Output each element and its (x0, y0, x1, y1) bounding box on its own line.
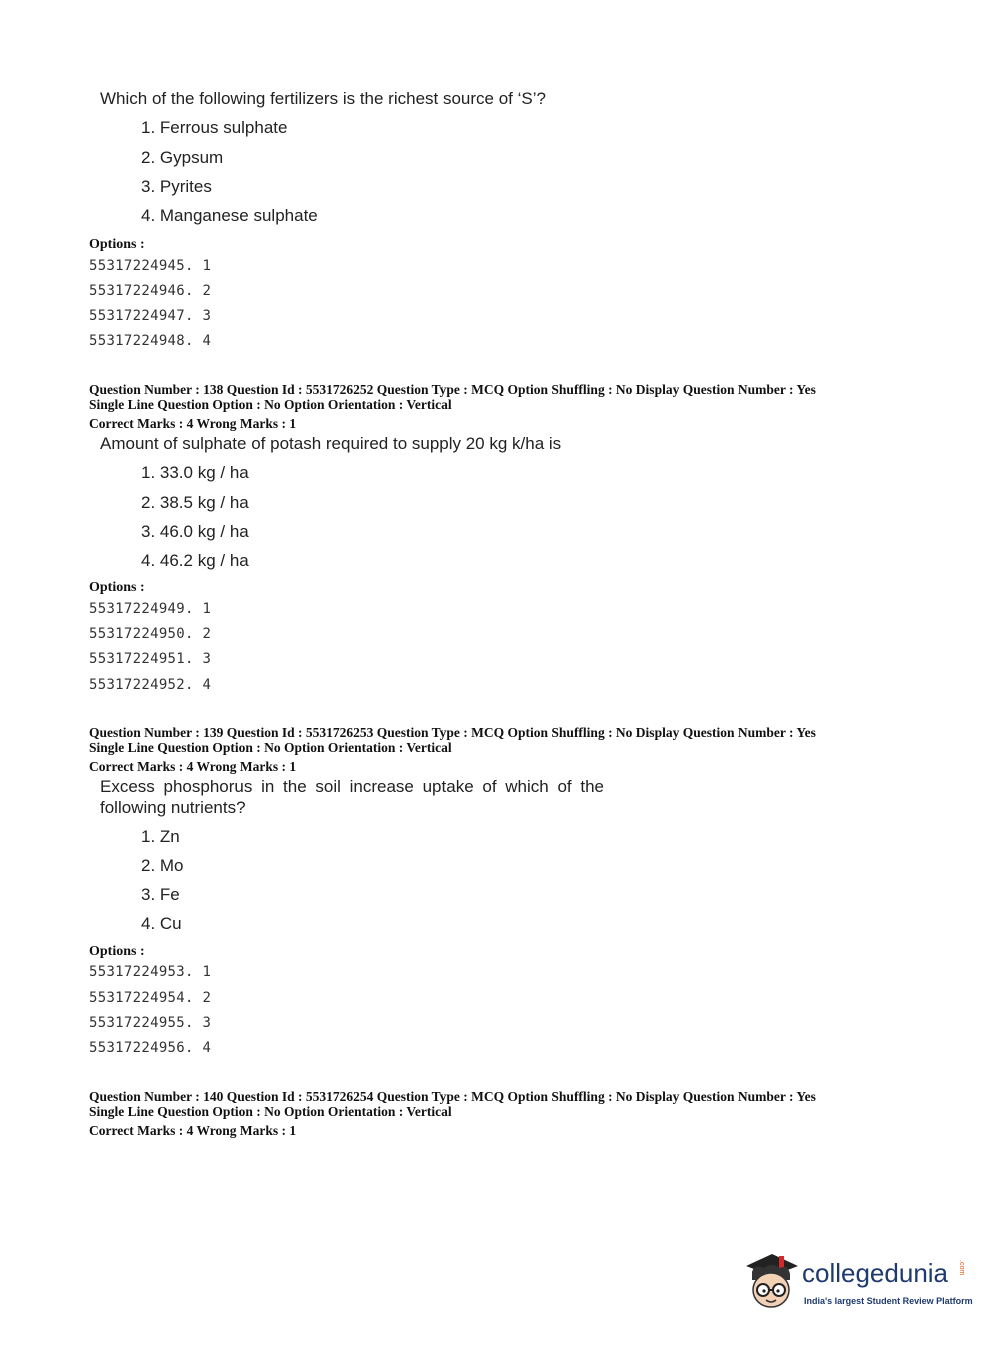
answer-choice: 1. Ferrous sulphate (141, 118, 288, 137)
option-id: 55317224955. 3 (89, 1015, 212, 1031)
question-meta: Single Line Question Option : No Option Orientation : Vertical (89, 397, 452, 412)
question-marks: Correct Marks : 4 Wrong Marks : 1 (89, 759, 297, 774)
question-meta: Question Number : 140 Question Id : 5531726254 Question Type : MCQ Option Shuffling : No Display Question Number : Yes (89, 1089, 816, 1104)
answer-choice: 1. Zn (141, 827, 180, 846)
options-heading: Options : (89, 944, 145, 959)
option-id: 55317224951. 3 (89, 651, 212, 667)
collegedunia-logo (742, 1250, 972, 1320)
answer-choice: 4. Cu (141, 914, 182, 933)
option-id: 55317224947. 3 (89, 308, 212, 324)
answer-choice: 3. Pyrites (141, 177, 212, 196)
answer-choice: 3. Fe (141, 885, 180, 904)
answer-choice: 3. 46.0 kg / ha (141, 522, 249, 541)
question-marks: Correct Marks : 4 Wrong Marks : 1 (89, 1123, 297, 1138)
answer-choice: 2. 38.5 kg / ha (141, 493, 249, 512)
answer-choice: 4. Manganese sulphate (141, 206, 318, 225)
question-meta: Question Number : 138 Question Id : 5531726252 Question Type : MCQ Option Shuffling : No Display Question Number : Yes (89, 382, 816, 397)
answer-choice: 2. Mo (141, 856, 184, 875)
question-text: following nutrients? (100, 798, 246, 817)
option-id: 55317224945. 1 (89, 258, 212, 274)
logo-tagline: India's largest Student Review Platform (804, 1296, 973, 1306)
question-meta: Single Line Question Option : No Option Orientation : Vertical (89, 1104, 452, 1119)
answer-choice: 1. 33.0 kg / ha (141, 463, 249, 482)
option-id: 55317224952. 4 (89, 677, 212, 693)
answer-choice: 2. Gypsum (141, 148, 224, 167)
option-id: 55317224948. 4 (89, 333, 212, 349)
option-id: 55317224954. 2 (89, 990, 212, 1006)
question-text: Excess phosphorus in the soil increase uptake of which of the (100, 777, 604, 796)
logo-wordmark: collegedunia (802, 1258, 949, 1288)
student-mascot-icon (742, 1250, 802, 1318)
option-id: 55317224946. 2 (89, 283, 212, 299)
option-id: 55317224949. 1 (89, 601, 212, 617)
question-text: Amount of sulphate of potash required to supply 20 kg k/ha is (100, 434, 562, 453)
option-id: 55317224956. 4 (89, 1040, 212, 1056)
question-marks: Correct Marks : 4 Wrong Marks : 1 (89, 416, 297, 431)
question-meta: Question Number : 139 Question Id : 5531726253 Question Type : MCQ Option Shuffling : No Display Question Number : Yes (89, 725, 816, 740)
question-text: Which of the following fertilizers is the richest source of ‘S’? (100, 89, 546, 108)
question-meta: Single Line Question Option : No Option Orientation : Vertical (89, 740, 452, 755)
options-heading: Options : (89, 237, 145, 252)
option-id: 55317224953. 1 (89, 964, 212, 980)
logo-suffix: .com (958, 1260, 965, 1276)
options-heading: Options : (89, 580, 145, 595)
option-id: 55317224950. 2 (89, 626, 212, 642)
answer-choice: 4. 46.2 kg / ha (141, 551, 249, 570)
